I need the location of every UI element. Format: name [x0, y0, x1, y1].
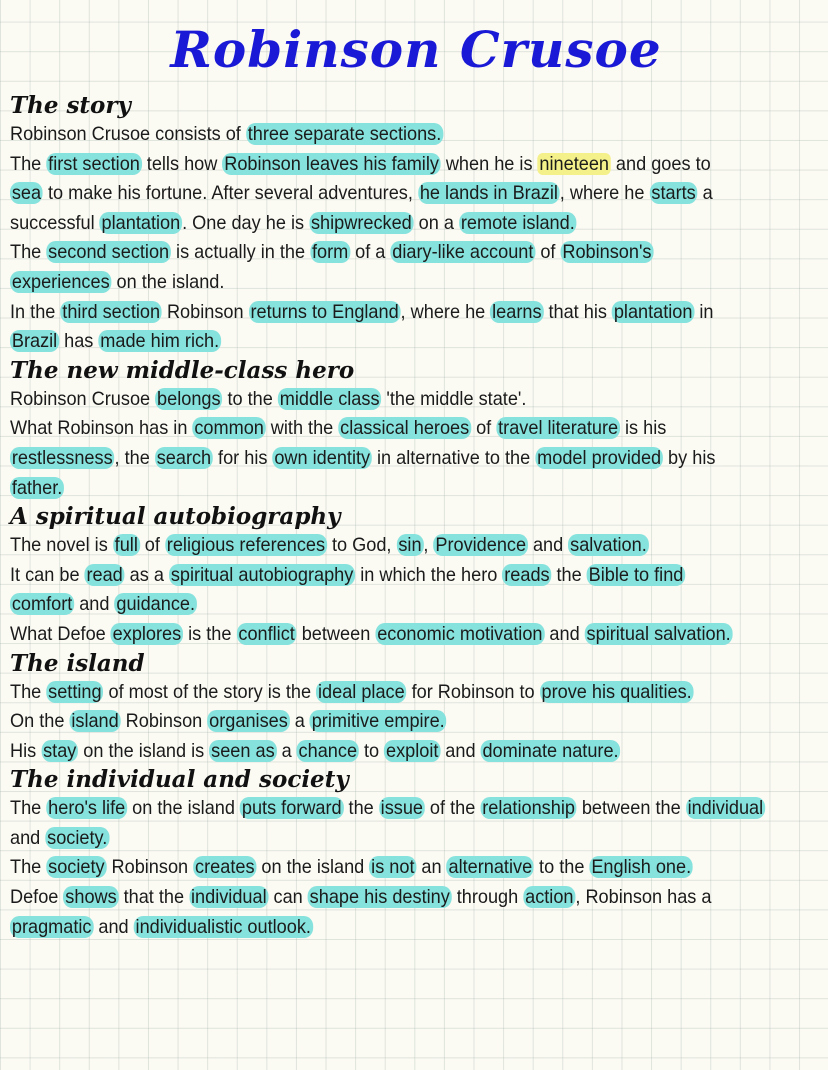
section-heading: The individual and society [10, 766, 349, 794]
cyan-highlight: English one. [591, 856, 692, 879]
plain-text: 'the middle state'. [381, 387, 527, 410]
cyan-highlight: religious references [166, 534, 326, 557]
plain-text: and goes to [610, 152, 711, 175]
plain-text: The novel is [10, 534, 113, 557]
cyan-highlight: made him rich. [100, 330, 220, 353]
plain-text: in alternative to the [371, 446, 536, 469]
plain-text: when he is [440, 152, 538, 175]
plain-text: between the [576, 797, 686, 820]
plain-text: for his [213, 446, 273, 469]
cyan-highlight: relationship [482, 797, 575, 820]
cyan-highlight: organises [209, 710, 288, 733]
plain-text: The [10, 797, 47, 820]
plain-text: of most of the story is the [103, 680, 317, 703]
section-4 [10, 766, 822, 942]
plain-text: on the island [127, 797, 241, 820]
section-1 [10, 357, 822, 503]
plain-text: of [535, 241, 561, 264]
plain-text: can [268, 886, 308, 909]
text-line [10, 853, 765, 883]
plain-text: Robinson [161, 300, 249, 323]
plain-text: for Robinson to [406, 680, 540, 703]
notes-content [10, 92, 822, 942]
plain-text: and [93, 915, 134, 938]
cyan-highlight: search [156, 446, 212, 469]
cyan-highlight: hero's life [48, 797, 126, 820]
text-line [10, 238, 765, 268]
cyan-highlight: spiritual autobiography [170, 563, 354, 586]
plain-text: on a [413, 211, 460, 234]
plain-text: of [471, 417, 497, 440]
plain-text: His [10, 739, 42, 762]
text-line [10, 707, 765, 737]
plain-text: and [10, 826, 46, 849]
section-heading: A spiritual autobiography [10, 503, 341, 531]
cyan-highlight: returns to England [250, 300, 399, 323]
cyan-highlight: experiences [11, 270, 110, 293]
plain-text: In the [10, 300, 61, 323]
text-line [10, 327, 765, 357]
plain-text: to the [222, 387, 278, 410]
plain-text: The [10, 680, 47, 703]
plain-text: a [289, 710, 310, 733]
cyan-highlight: learns [492, 300, 542, 323]
plain-text: , [423, 534, 434, 557]
plain-text: through [451, 886, 524, 909]
cyan-highlight: classical heroes [340, 417, 470, 440]
text-line [10, 179, 765, 209]
text-line [10, 883, 765, 913]
cyan-highlight: pragmatic [11, 915, 92, 938]
section-heading: The island [10, 649, 145, 677]
cyan-highlight: remote island. [460, 211, 575, 234]
plain-text: on the island [256, 856, 370, 879]
plain-text: The [10, 241, 47, 264]
cyan-highlight: island [71, 710, 119, 733]
section-heading: The story [10, 92, 131, 119]
cyan-highlight: middle class [279, 387, 380, 410]
plain-text: Robinson [120, 710, 208, 733]
cyan-highlight: diary-like account [392, 241, 534, 264]
text-line [10, 824, 765, 854]
plain-text: by his [663, 446, 716, 469]
cyan-highlight: prove his qualities. [541, 680, 692, 703]
cyan-highlight: Bible to find [588, 563, 684, 586]
cyan-highlight: three separate sections. [247, 123, 442, 145]
cyan-highlight: starts [651, 182, 696, 205]
cyan-highlight: primitive empire. [311, 710, 445, 733]
text-line [10, 531, 765, 561]
cyan-highlight: father. [11, 476, 63, 499]
section-heading: The new middle-class hero [10, 356, 355, 384]
plain-text: with the [265, 417, 339, 440]
plain-text: Defoe [10, 886, 64, 909]
plain-text: and [440, 739, 481, 762]
plain-text: between [296, 622, 376, 645]
plain-text: a [276, 739, 297, 762]
plain-text: Robinson [106, 856, 194, 879]
cyan-highlight: guidance. [116, 593, 196, 616]
plain-text: , where he [400, 300, 491, 323]
cyan-highlight: conflict [238, 622, 295, 645]
text-line [10, 414, 765, 444]
text-line [10, 385, 765, 415]
cyan-highlight: seen as [211, 739, 275, 762]
plain-text: to [358, 739, 385, 762]
cyan-highlight: model provided [537, 446, 662, 469]
cyan-highlight: shipwrecked [310, 211, 412, 234]
plain-text: in which the hero [355, 563, 503, 586]
cyan-highlight: setting [48, 680, 102, 703]
plain-text: an [416, 856, 447, 879]
plain-text: is actually in the [171, 241, 311, 264]
cyan-highlight: individual [687, 797, 764, 820]
plain-text: has [59, 330, 99, 353]
text-line [10, 678, 765, 708]
cyan-highlight: ideal place [317, 680, 405, 703]
plain-text: and [74, 593, 115, 616]
text-line [10, 561, 765, 591]
cyan-highlight: sea [11, 182, 42, 205]
plain-text: to the [534, 856, 590, 879]
plain-text: of [139, 534, 165, 557]
cyan-highlight: creates [195, 856, 255, 879]
text-line [10, 120, 765, 150]
cyan-highlight: restlessness [11, 446, 113, 469]
cyan-highlight: Brazil [11, 330, 58, 353]
cyan-highlight: third section [62, 300, 161, 323]
text-line [10, 794, 765, 824]
plain-text: , the [114, 446, 155, 469]
yellow-highlight: nineteen [539, 152, 610, 175]
plain-text: What Defoe [10, 622, 111, 645]
plain-text: and [527, 534, 569, 557]
plain-text: the [343, 797, 379, 820]
text-line [10, 298, 765, 328]
text-line [10, 444, 765, 474]
cyan-highlight: form [311, 241, 349, 264]
cyan-highlight: alternative [448, 856, 533, 879]
plain-text: Robinson Crusoe [10, 387, 156, 410]
plain-text: successful [10, 211, 100, 234]
cyan-highlight: economic motivation [377, 622, 543, 645]
cyan-highlight: second section [48, 241, 170, 264]
cyan-highlight: sin [398, 534, 422, 557]
cyan-highlight: individualistic outlook. [135, 915, 311, 938]
plain-text: to God, [326, 534, 397, 557]
cyan-highlight: action [525, 886, 574, 909]
section-2 [10, 503, 822, 649]
cyan-highlight: dominate nature. [482, 739, 619, 762]
text-line [10, 150, 765, 180]
cyan-highlight: Robinson leaves his family [224, 152, 439, 175]
section-3 [10, 650, 822, 767]
cyan-highlight: stay [43, 739, 77, 762]
cyan-highlight: explores [112, 622, 182, 645]
plain-text: in [694, 300, 714, 323]
text-line [10, 474, 765, 504]
plain-text: , where he [559, 182, 650, 205]
plain-text: of a [350, 241, 391, 264]
text-line [10, 913, 765, 943]
text-line [10, 590, 765, 620]
plain-text: , Robinson has a [575, 886, 712, 909]
text-line [10, 737, 765, 767]
cyan-highlight: shows [65, 886, 117, 909]
plain-text: tells how [141, 152, 223, 175]
plain-text: The [10, 152, 47, 175]
cyan-highlight: Providence [435, 534, 527, 557]
plain-text: the [551, 563, 587, 586]
cyan-highlight: full [114, 534, 138, 557]
cyan-highlight: own identity [274, 446, 371, 469]
plain-text: to make his fortune. After several adventures, [42, 182, 418, 205]
cyan-highlight: chance [298, 739, 358, 762]
cyan-highlight: plantation [101, 211, 181, 234]
cyan-highlight: exploit [385, 739, 439, 762]
plain-text: a [697, 182, 713, 205]
cyan-highlight: travel literature [498, 417, 619, 440]
plain-text: that the [118, 886, 190, 909]
section-0 [10, 92, 822, 357]
cyan-highlight: issue [380, 797, 424, 820]
cyan-highlight: belongs [157, 387, 221, 410]
cyan-highlight: spiritual salvation. [586, 622, 731, 645]
plain-text: On the [10, 710, 70, 733]
cyan-highlight: comfort [11, 593, 73, 616]
cyan-highlight: society [48, 856, 105, 879]
plain-text: that his [543, 300, 612, 323]
cyan-highlight: Robinson's [562, 241, 652, 264]
cyan-highlight: individual [191, 886, 267, 909]
plain-text: of the [424, 797, 481, 820]
cyan-highlight: is not [371, 856, 415, 879]
cyan-highlight: plantation [613, 300, 693, 323]
plain-text: Robinson Crusoe consists of [10, 123, 246, 145]
plain-text: . One day he is [182, 211, 310, 234]
text-line [10, 268, 765, 298]
cyan-highlight: shape his destiny [309, 886, 450, 909]
plain-text: It can be [10, 563, 85, 586]
plain-text: on the island is [78, 739, 210, 762]
plain-text: The [10, 856, 47, 879]
plain-text: and [544, 622, 585, 645]
cyan-highlight: read [86, 563, 123, 586]
page-title: Robinson Crusoe [170, 20, 662, 79]
cyan-highlight: first section [48, 152, 140, 175]
cyan-highlight: puts forward [241, 797, 342, 820]
text-line [10, 620, 765, 650]
cyan-highlight: he lands in Brazil [419, 182, 558, 205]
plain-text: is the [183, 622, 237, 645]
plain-text: as a [124, 563, 169, 586]
plain-text: is his [619, 417, 667, 440]
plain-text: What Robinson has in [10, 417, 193, 440]
cyan-highlight: society. [47, 826, 108, 849]
cyan-highlight: reads [504, 563, 550, 586]
text-line [10, 209, 765, 239]
cyan-highlight: salvation. [570, 534, 647, 557]
cyan-highlight: common [194, 417, 264, 440]
plain-text: on the island. [111, 270, 225, 293]
